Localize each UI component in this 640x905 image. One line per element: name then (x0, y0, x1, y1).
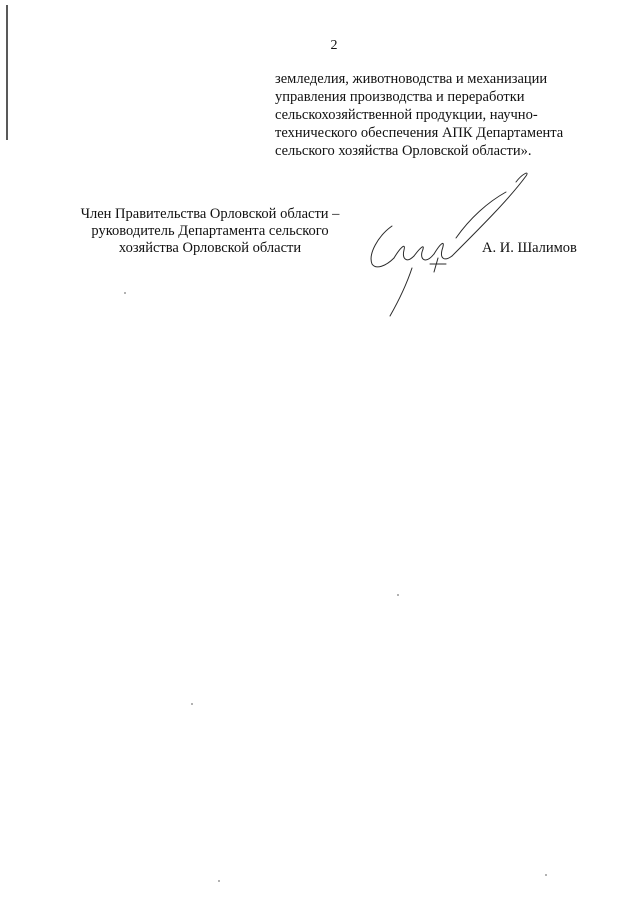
scan-edge-mark (5, 5, 9, 140)
scan-speck (545, 874, 547, 876)
signatory-title-line: Член Правительства Орловской области – (80, 206, 340, 222)
scan-speck (397, 594, 399, 596)
scan-speck (218, 880, 220, 882)
continuation-line: управления производства и переработки (275, 89, 525, 105)
signatory-title (60, 206, 360, 257)
continuation-line: земледелия, животноводства и механизации (275, 71, 548, 87)
signatory-name: А. И. Шалимов (482, 240, 577, 256)
signatory-title-line: руководитель Департамента сельского (91, 223, 329, 239)
page-number: 2 (330, 38, 338, 53)
continuation-line: сельского хозяйства Орловской области». (275, 143, 532, 159)
scan-speck (191, 703, 193, 705)
continuation-paragraph (275, 70, 595, 160)
continuation-line: технического обеспечения АПК Департамента (275, 125, 564, 141)
scan-speck (124, 292, 126, 294)
signatory-title-line: хозяйства Орловской области (118, 240, 302, 256)
continuation-line: сельскохозяйственной продукции, научно- (275, 107, 538, 123)
